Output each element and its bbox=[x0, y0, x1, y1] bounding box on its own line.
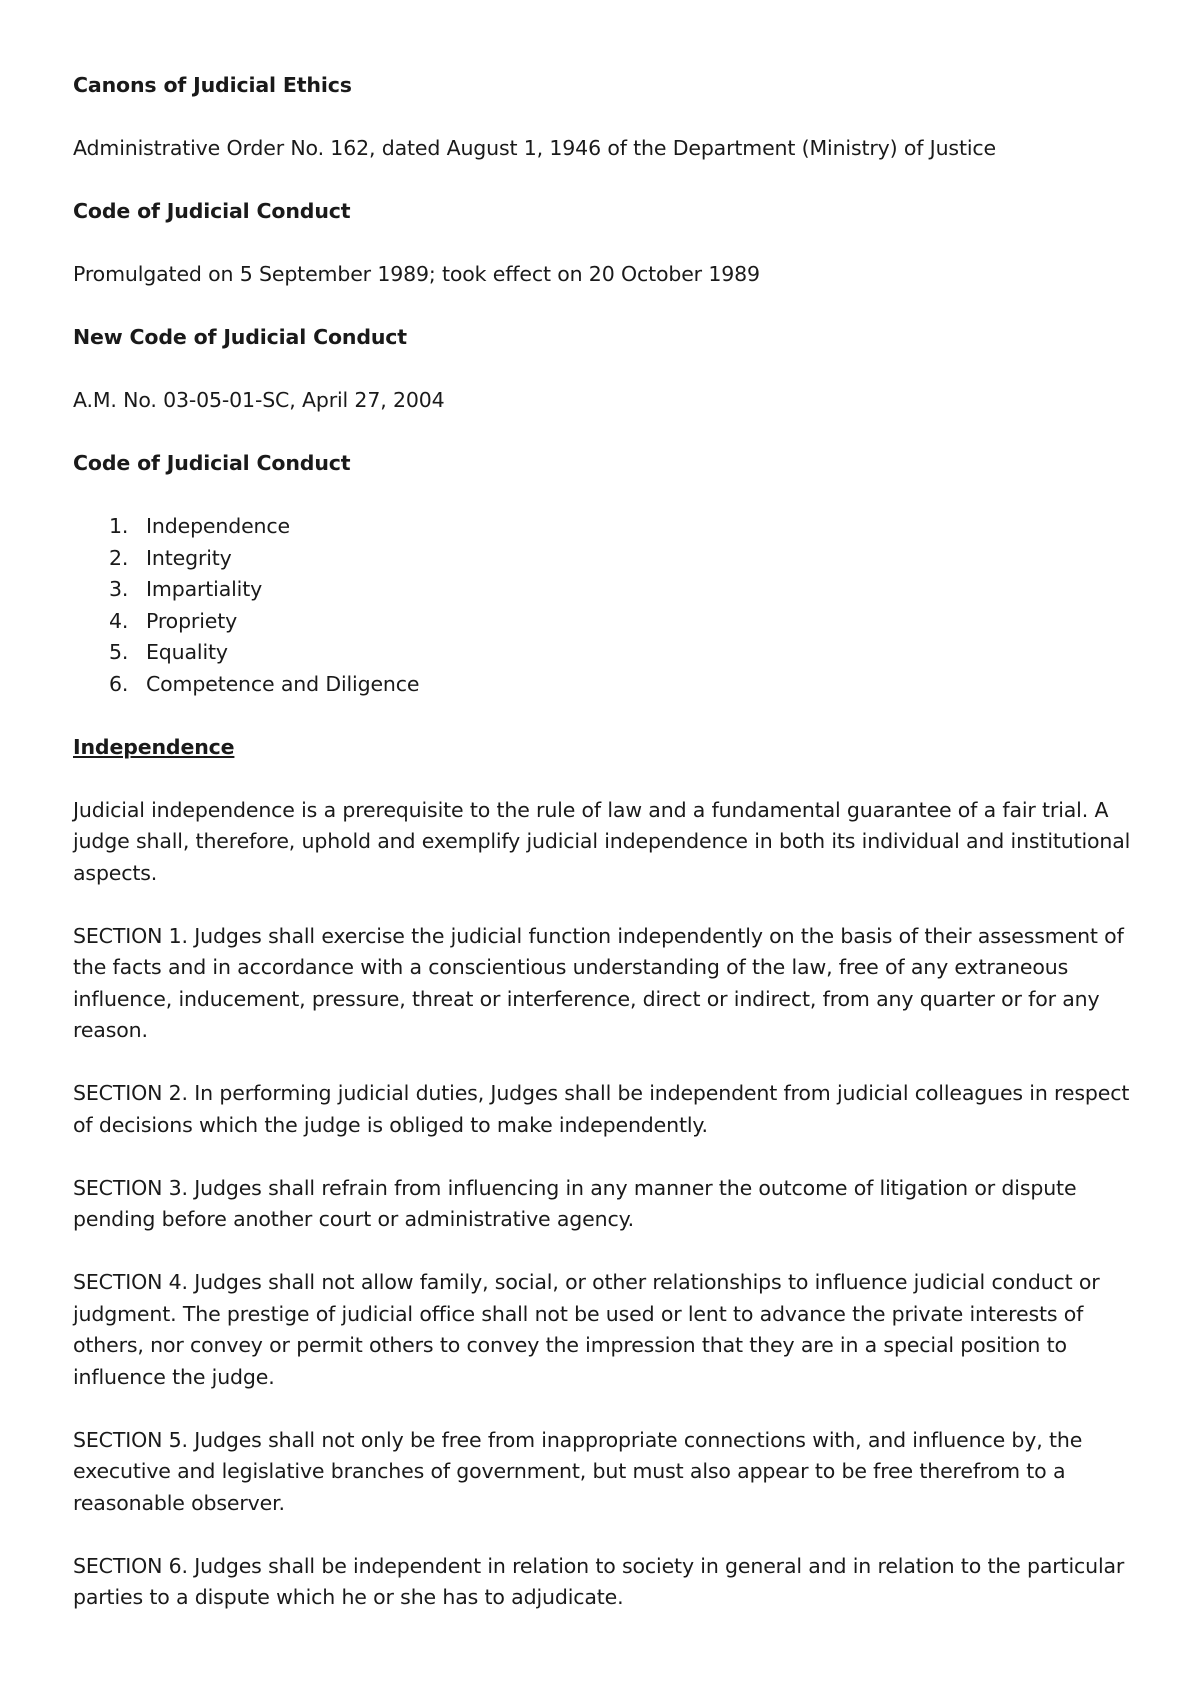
section-3: SECTION 3. Judges shall refrain from influencing in any manner the outcome of litigation or dispute pending before another court or administrative agency. bbox=[73, 1175, 1077, 1231]
list-item bbox=[73, 511, 1138, 543]
list-item-number: 3. bbox=[109, 577, 129, 601]
list-item-label: Equality bbox=[146, 640, 228, 664]
new-code-reference: A.M. No. 03-05-01-SC, April 27, 2004 bbox=[73, 388, 445, 412]
list-item-label: Impartiality bbox=[146, 577, 263, 601]
list-item-label: Propriety bbox=[146, 608, 238, 633]
section-6: SECTION 6. Judges shall be independent in relation to society in general and in relation to the particular parties to a dispute which he or she has to adjudicate. bbox=[73, 1553, 1125, 1609]
heading-code-of-judicial-conduct: Code of Judicial Conduct bbox=[73, 199, 351, 223]
list-item bbox=[73, 669, 1138, 701]
list-item-number: 4. bbox=[109, 608, 129, 633]
list-item-number: 5. bbox=[109, 640, 129, 664]
heading-new-code-of-judicial-conduct: New Code of Judicial Conduct bbox=[73, 325, 407, 349]
list-item bbox=[73, 637, 1138, 669]
list-item bbox=[73, 606, 1138, 638]
list-item-number: 1. bbox=[109, 514, 129, 538]
section-1: SECTION 1. Judges shall exercise the judicial function independently on the basis of their assessment of the facts and in accordance with a conscientious understanding of the law, free of any extraneous influence, inducement, pressure, threat or interference, direct or indirect, from any quarter or for any reason. bbox=[73, 923, 1124, 1042]
section-5: SECTION 5. Judges shall not only be free from inappropriate connections with, and influence by, the executive and legislative branches of government, but must also appear to be free therefrom to a reasonable observer. bbox=[73, 1427, 1083, 1515]
code-promulgation-note: Promulgated on 5 September 1989; took effect on 20 October 1989 bbox=[73, 262, 760, 286]
document-page bbox=[73, 70, 1138, 1645]
list-item-label: Integrity bbox=[146, 545, 232, 570]
list-item-label: Independence bbox=[146, 514, 290, 538]
list-item-number: 6. bbox=[109, 671, 129, 696]
heading-code-canons-list: Code of Judicial Conduct bbox=[73, 451, 351, 475]
canons-administrative-order: Administrative Order No. 162, dated August 1, 1946 of the Department (Ministry) of Justice bbox=[73, 136, 996, 160]
list-item bbox=[73, 574, 1138, 606]
canons-list bbox=[73, 511, 1138, 700]
heading-canons-of-judicial-ethics: Canons of Judicial Ethics bbox=[73, 73, 352, 97]
list-item-label: Competence and Diligence bbox=[146, 671, 420, 696]
heading-independence: Independence bbox=[73, 734, 235, 759]
list-item bbox=[73, 543, 1138, 575]
list-item-number: 2. bbox=[109, 545, 129, 570]
section-4: SECTION 4. Judges shall not allow family, social, or other relationships to influence judicial conduct or judgment. The prestige of judicial office shall not be used or lent to advance the private interests of others, nor convey or permit others to convey the impression that they are in a special position to influence the judge. bbox=[73, 1270, 1100, 1389]
section-2: SECTION 2. In performing judicial duties, Judges shall be independent from judicial colleagues in respect of decisions which the judge is obliged to make independently. bbox=[73, 1081, 1130, 1137]
independence-intro: Judicial independence is a prerequisite to the rule of law and a fundamental guarantee of a fair trial. A judge shall, therefore, uphold and exemplify judicial independence in both its individual and institutional aspects. bbox=[73, 797, 1131, 885]
